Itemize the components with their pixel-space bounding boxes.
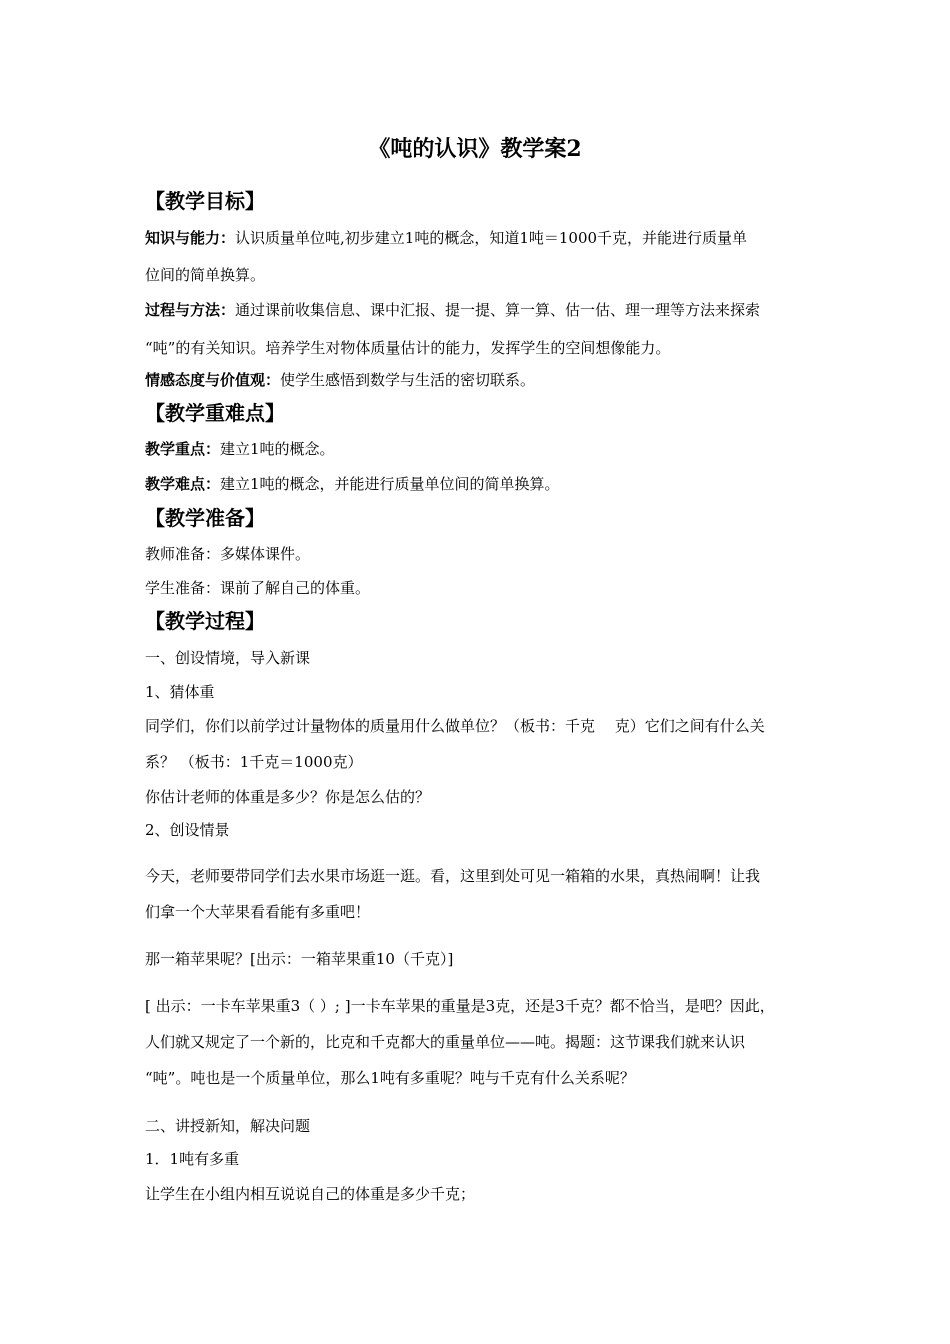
- process-substep-guess-weight: 1、猜体重: [145, 683, 215, 701]
- goal-process-line-2: “吨”的有关知识。培养学生对物体质量估计的能力，发挥学生的空间想像能力。: [145, 339, 671, 357]
- process-substep-scenario: 2、创设情景: [145, 821, 230, 839]
- process-substep-one-ton: 1．1吨有多重: [145, 1150, 240, 1168]
- difficult-point-line: [145, 474, 560, 494]
- goal-knowledge-line-2: 位间的简单换算。: [145, 266, 266, 284]
- process-paragraph-estimate: 你估计老师的体重是多少？你是怎么估的？: [145, 788, 431, 806]
- goal-process-line-1: [145, 300, 760, 320]
- difficult-point-label: 教学难点：: [145, 475, 221, 493]
- goal-process-label: 过程与方法：: [145, 301, 236, 319]
- goal-attitude-label: 情感态度与价值观：: [145, 371, 281, 389]
- process-paragraph-units-1: 同学们，你们以前学过计量物体的质量用什么做单位？（板书：千克 克）它们之间有什么关: [145, 717, 765, 735]
- process-paragraph-market-1: 今天，老师要带同学们去水果市场逛一逛。看，这里到处可见一箱箱的水果，真热闹啊！让我: [145, 867, 761, 885]
- goals-heading: 【教学目标】: [145, 189, 265, 213]
- student-preparation: 学生准备：课前了解自己的体重。: [145, 579, 371, 597]
- key-point-label: 教学重点：: [145, 440, 221, 458]
- process-step-1: 一、创设情境，导入新课: [145, 649, 311, 667]
- goal-attitude-line: [145, 370, 535, 390]
- key-point-line: [145, 439, 335, 459]
- goal-knowledge-label: 知识与能力：: [145, 229, 236, 247]
- process-paragraph-group: 让学生在小组内相互说说自己的体重是多少千克；: [145, 1185, 476, 1203]
- goal-knowledge-line-1: [145, 228, 747, 248]
- process-paragraph-truck-3: “吨”。吨也是一个质量单位，那么1吨有多重呢？吨与千克有什么关系呢？: [145, 1069, 635, 1087]
- document-title: 《吨的认识》教学案2: [368, 136, 582, 162]
- preparation-heading: 【教学准备】: [145, 506, 265, 530]
- process-step-2: 二、讲授新知，解决问题: [145, 1117, 311, 1135]
- process-heading: 【教学过程】: [145, 609, 265, 633]
- difficult-point-text: 建立1吨的概念，并能进行质量单位间的简单换算。: [220, 475, 560, 493]
- teacher-preparation: 教师准备：多媒体课件。: [145, 545, 311, 563]
- process-paragraph-box: 那一箱苹果呢？[出示：一箱苹果重10（千克）]: [145, 950, 454, 968]
- process-paragraph-truck-1: [ 出示：一卡车苹果重3（ ）; ]一卡车苹果的重量是3克，还是3千克？都不恰当，是吧？因此，: [145, 997, 775, 1015]
- goal-attitude-text: 使学生感悟到数学与生活的密切联系。: [280, 371, 536, 389]
- process-paragraph-market-2: 们拿一个大苹果看看能有多重吧！: [145, 903, 371, 921]
- process-paragraph-truck-2: 人们就又规定了一个新的，比克和千克都大的重量单位——吨。揭题：这节课我们就来认识: [145, 1033, 746, 1051]
- goal-process-text: 通过课前收集信息、课中汇报、提一提、算一算、估一估、理一理等方法来探索: [235, 301, 761, 319]
- goal-knowledge-text: 认识质量单位吨,初步建立1吨的概念，知道1吨＝1000千克，并能进行质量单: [235, 229, 748, 247]
- process-paragraph-units-2: 系？ （板书：1千克＝1000克）: [145, 753, 363, 771]
- key-point-text: 建立1吨的概念。: [220, 440, 335, 458]
- key-points-heading: 【教学重难点】: [145, 401, 285, 425]
